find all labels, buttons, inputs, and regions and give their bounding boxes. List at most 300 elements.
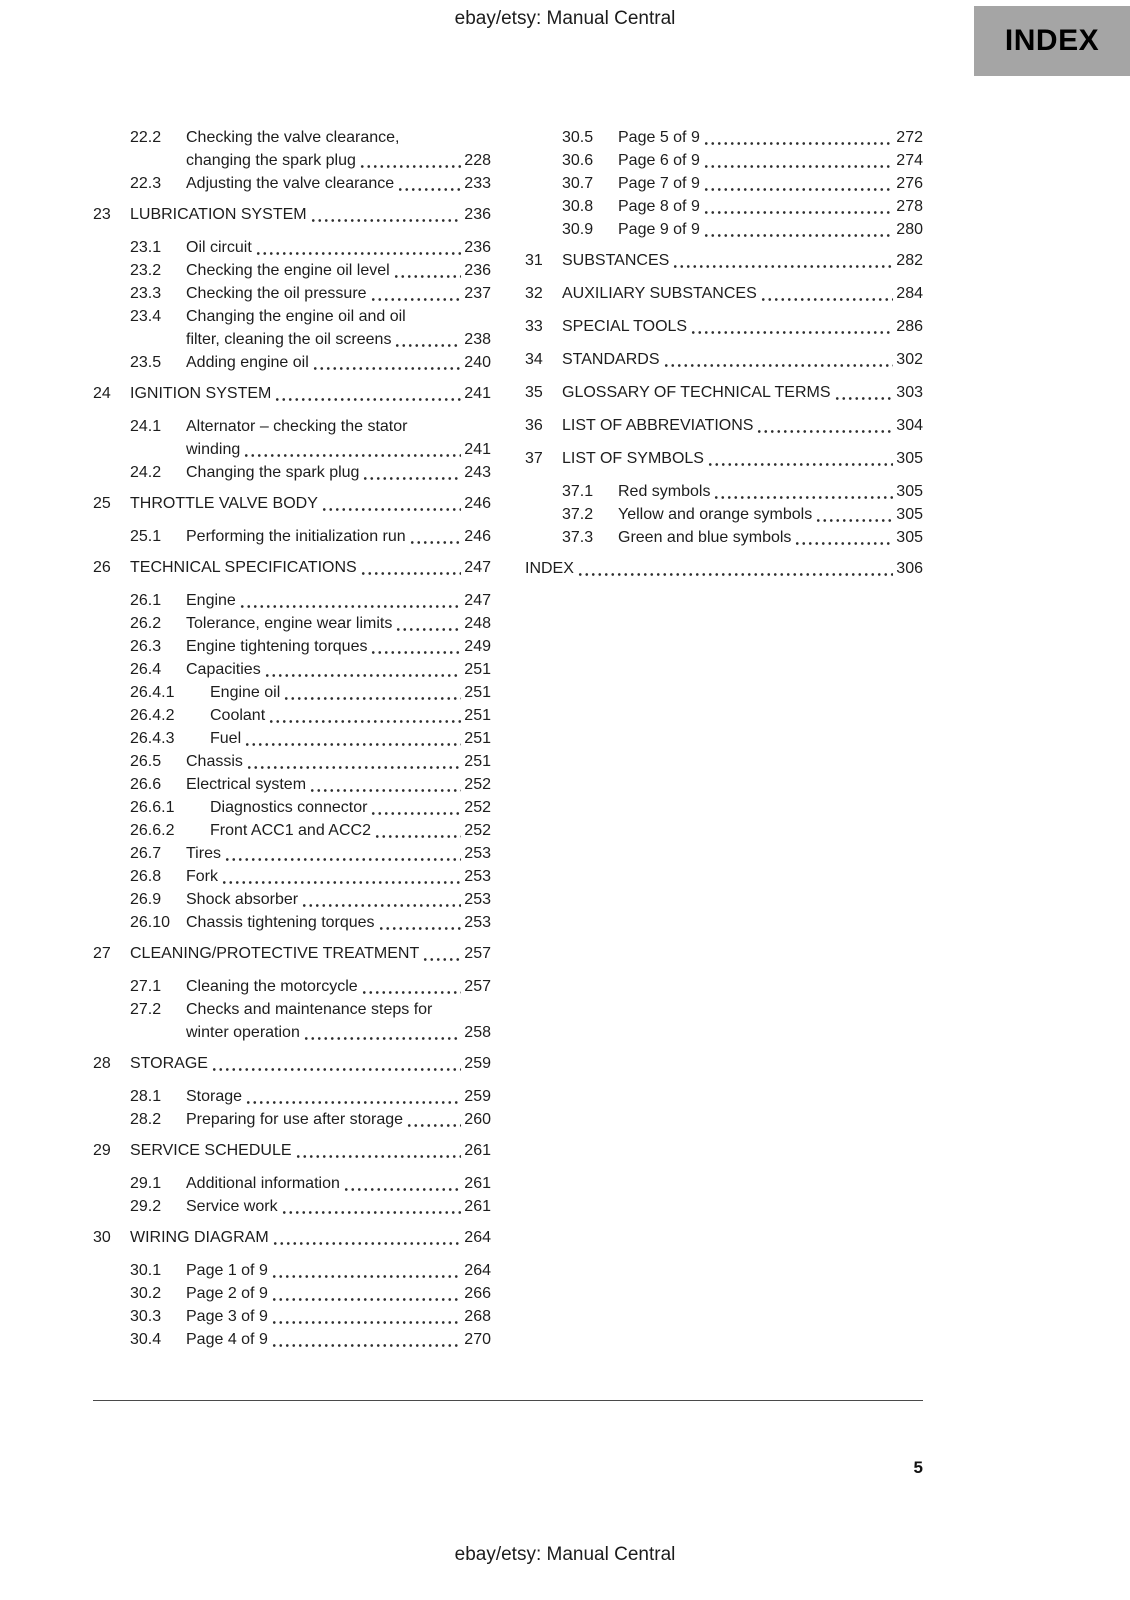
toc-entry-title: IGNITION SYSTEM xyxy=(130,385,272,402)
dot-leader xyxy=(713,496,893,499)
toc-entry-title-line: Checking the valve clearance, xyxy=(186,129,400,146)
dot-leader xyxy=(244,743,461,746)
toc-entry-title: LUBRICATION SYSTEM xyxy=(130,206,307,223)
toc-entry-number: 24.2 xyxy=(130,464,162,481)
toc-entry-content xyxy=(618,172,923,195)
toc-entry-title: CLEANING/PROTECTIVE TREATMENT xyxy=(130,945,420,962)
toc-entry-page: 240 xyxy=(464,354,491,371)
dot-leader xyxy=(672,265,893,268)
toc-entry-page: 252 xyxy=(464,822,491,839)
toc-chapter-entry xyxy=(93,203,491,226)
toc-entry-page: 302 xyxy=(896,351,923,368)
dot-leader xyxy=(271,1275,461,1278)
toc-entry-title: winding xyxy=(186,441,241,458)
toc-entry-last-line xyxy=(618,218,923,241)
toc-entry-last-line xyxy=(186,1108,491,1131)
dot-leader xyxy=(361,991,461,994)
toc-section-entry xyxy=(93,589,491,612)
toc-entry-title: Capacities xyxy=(186,661,261,678)
toc-entry-content xyxy=(562,282,923,305)
toc-entry-title: Shock absorber xyxy=(186,891,299,908)
toc-entry-number: 28 xyxy=(93,1055,111,1072)
toc-entry-page: 261 xyxy=(464,1142,491,1159)
dot-leader xyxy=(394,344,461,347)
dot-leader xyxy=(703,188,893,191)
toc-entry-content xyxy=(618,480,923,503)
dot-leader xyxy=(756,430,893,433)
toc-entry-number: 23.1 xyxy=(130,239,162,256)
toc-entry-number: 25 xyxy=(93,495,111,512)
toc-entry-content xyxy=(186,461,491,484)
toc-entry-last-line xyxy=(130,382,491,405)
toc-section-entry xyxy=(93,819,491,842)
dot-leader xyxy=(422,958,461,961)
toc-chapter-entry xyxy=(525,315,923,338)
toc-entry-last-line xyxy=(562,414,923,437)
toc-entry-last-line xyxy=(562,249,923,272)
dot-leader xyxy=(221,881,461,884)
toc-entry-page: 303 xyxy=(896,384,923,401)
toc-entry-title: Engine xyxy=(186,592,236,609)
dot-leader xyxy=(760,298,893,301)
toc-entry-page: 237 xyxy=(464,285,491,302)
toc-entry-content xyxy=(562,447,923,470)
toc-chapter-entry xyxy=(525,447,923,470)
dot-leader xyxy=(272,1242,461,1245)
toc-entry-content xyxy=(210,681,491,704)
toc-section-entry xyxy=(93,126,491,172)
toc-entry-last-line xyxy=(130,1139,491,1162)
toc-entry-number: 26.4.2 xyxy=(130,707,175,724)
toc-entry-title: Chassis xyxy=(186,753,243,770)
toc-entry-number: 23 xyxy=(93,206,111,223)
toc-entry-page: 251 xyxy=(464,707,491,724)
toc-section-entry xyxy=(525,172,923,195)
toc-entry-last-line xyxy=(186,351,491,374)
toc-entry-title: LIST OF SYMBOLS xyxy=(562,450,704,467)
dot-leader xyxy=(397,188,461,191)
dot-leader xyxy=(274,398,461,401)
toc-entry-title: Additional information xyxy=(186,1175,340,1192)
toc-entry-content xyxy=(562,348,923,371)
toc-entry-content xyxy=(186,865,491,888)
toc-entry-content xyxy=(186,911,491,934)
toc-entry-title: Green and blue symbols xyxy=(618,529,792,546)
toc-entry-content xyxy=(618,218,923,241)
dot-leader xyxy=(362,477,461,480)
toc-entry-last-line xyxy=(186,1085,491,1108)
toc-entry-number: 26.5 xyxy=(130,753,162,770)
toc-entry-last-line xyxy=(186,1328,491,1351)
toc-entry-page: 282 xyxy=(896,252,923,269)
toc-entry-content xyxy=(186,888,491,911)
toc-entry-content xyxy=(186,589,491,612)
toc-entry-title: GLOSSARY OF TECHNICAL TERMS xyxy=(562,384,831,401)
dot-leader xyxy=(224,858,461,861)
toc-entry-title-line: Changing the engine oil and oil xyxy=(186,308,406,325)
toc-entry-number: 31 xyxy=(525,252,543,269)
toc-entry-number: 35 xyxy=(525,384,543,401)
toc-entry-page: 270 xyxy=(464,1331,491,1348)
toc-entry-page: 276 xyxy=(896,175,923,192)
toc-entry-content xyxy=(186,236,491,259)
toc-entry-title: STORAGE xyxy=(130,1055,208,1072)
dot-leader xyxy=(301,904,461,907)
toc-section-entry xyxy=(93,635,491,658)
toc-entry-number: 23.4 xyxy=(130,308,162,325)
toc-entry-page: 259 xyxy=(464,1055,491,1072)
toc-section-entry xyxy=(93,842,491,865)
toc-entry-content xyxy=(130,203,491,226)
toc-entry-page: 246 xyxy=(464,495,491,512)
toc-entry-title: THROTTLE VALVE BODY xyxy=(130,495,318,512)
dot-leader xyxy=(663,364,894,367)
toc-entry-title: Page 6 of 9 xyxy=(618,152,700,169)
toc-entry-content xyxy=(186,1108,491,1131)
toc-entry-number: 26.6 xyxy=(130,776,162,793)
dot-leader xyxy=(303,1037,461,1040)
toc-entry-number: 26.10 xyxy=(130,914,171,931)
toc-entry-number: 29 xyxy=(93,1142,111,1159)
dot-leader xyxy=(370,651,461,654)
toc-entry-page: 257 xyxy=(464,978,491,995)
toc-entry-number: 27.1 xyxy=(130,978,162,995)
toc-column-right xyxy=(525,126,923,1351)
toc-entry-content xyxy=(186,773,491,796)
toc-entry-title: Fuel xyxy=(210,730,242,747)
toc-entry-last-line xyxy=(186,612,491,635)
toc-entry-last-line xyxy=(618,172,923,195)
toc-entry-last-line xyxy=(186,461,491,484)
toc-entry-last-line xyxy=(186,1282,491,1305)
toc-entry-last-line xyxy=(210,704,491,727)
toc-section-entry xyxy=(93,727,491,750)
toc-section-entry xyxy=(93,865,491,888)
toc-entry-content xyxy=(186,126,491,172)
toc-entry-content xyxy=(562,315,923,338)
dot-leader xyxy=(283,697,461,700)
toc-chapter-entry xyxy=(525,348,923,371)
toc-entry-title: Page 2 of 9 xyxy=(186,1285,268,1302)
toc-entry-page: 280 xyxy=(896,221,923,238)
toc-entry-number: 26 xyxy=(93,559,111,576)
toc-entry-content xyxy=(186,750,491,773)
toc-entry-title: winter operation xyxy=(186,1024,300,1041)
toc-entry-content xyxy=(618,526,923,549)
toc-entry-title: Page 5 of 9 xyxy=(618,129,700,146)
toc-entry-last-line xyxy=(186,1021,491,1044)
dot-leader xyxy=(374,835,461,838)
toc-entry-content xyxy=(186,1282,491,1305)
toc-entry-content xyxy=(210,704,491,727)
toc-entry-title: Yellow and orange symbols xyxy=(618,506,813,523)
toc-section-entry xyxy=(525,126,923,149)
toc-entry-number: 37 xyxy=(525,450,543,467)
toc-entry-last-line xyxy=(186,975,491,998)
toc-entry-title: Checking the engine oil level xyxy=(186,262,390,279)
toc-entry-page: 266 xyxy=(464,1285,491,1302)
toc-entry-last-line xyxy=(186,1195,491,1218)
toc-entry-last-line xyxy=(186,888,491,911)
dot-leader xyxy=(264,674,461,677)
dot-leader xyxy=(271,1344,461,1347)
toc-entry-last-line xyxy=(130,1226,491,1249)
dot-leader xyxy=(577,573,893,576)
toc-entry-last-line xyxy=(618,480,923,503)
toc-section-entry xyxy=(93,305,491,351)
toc-entry-content xyxy=(618,149,923,172)
toc-section-entry xyxy=(93,796,491,819)
toc-entry-content xyxy=(186,975,491,998)
dot-leader xyxy=(255,252,461,255)
toc-entry-last-line xyxy=(186,1305,491,1328)
toc-entry-title: Adjusting the valve clearance xyxy=(186,175,395,192)
toc-entry-last-line xyxy=(130,556,491,579)
toc-entry-number: 23.2 xyxy=(130,262,162,279)
toc-entry-content xyxy=(186,658,491,681)
dot-leader xyxy=(703,211,893,214)
toc-section-entry xyxy=(93,1085,491,1108)
toc-entry-page: 264 xyxy=(464,1229,491,1246)
toc-entry-title: Red symbols xyxy=(618,483,711,500)
toc-entry-title: Preparing for use after storage xyxy=(186,1111,404,1128)
toc-entry-last-line xyxy=(618,149,923,172)
toc-entry-last-line xyxy=(210,681,491,704)
toc-entry-title: Tolerance, engine wear limits xyxy=(186,615,393,632)
toc-entry-content xyxy=(186,612,491,635)
toc-entry-last-line xyxy=(186,438,491,461)
toc-entry-content xyxy=(186,282,491,305)
toc-entry-title: Page 8 of 9 xyxy=(618,198,700,215)
toc-entry-last-line xyxy=(186,172,491,195)
toc-entry-number: 30.3 xyxy=(130,1308,162,1325)
toc-entry-last-line xyxy=(210,727,491,750)
toc-entry-content xyxy=(562,414,923,437)
toc-entry-content xyxy=(186,525,491,548)
toc-entry-content xyxy=(186,842,491,865)
toc-section-entry xyxy=(93,681,491,704)
toc-entry-number: 30.4 xyxy=(130,1331,162,1348)
toc-entry-page: 278 xyxy=(896,198,923,215)
toc-entry-title: Cleaning the motorcycle xyxy=(186,978,358,995)
dot-leader xyxy=(246,766,461,769)
toc-entry-content xyxy=(186,1195,491,1218)
toc-entry-last-line xyxy=(186,259,491,282)
toc-entry-number: 37.2 xyxy=(562,506,594,523)
page-number: 5 xyxy=(913,1458,923,1477)
toc-entry-content xyxy=(525,557,923,580)
dot-leader xyxy=(393,275,461,278)
toc-entry-title: changing the spark plug xyxy=(186,152,356,169)
toc-entry-title: Tires xyxy=(186,845,221,862)
toc-chapter-entry xyxy=(93,1226,491,1249)
dot-leader xyxy=(703,142,893,145)
toc-entry-title: filter, cleaning the oil screens xyxy=(186,331,392,348)
toc-entry-page: 260 xyxy=(464,1111,491,1128)
toc-entry-number: 26.4.1 xyxy=(130,684,175,701)
toc-entry-page: 248 xyxy=(464,615,491,632)
toc-section-entry xyxy=(93,1195,491,1218)
toc-section-entry xyxy=(525,526,923,549)
toc-entry-title: Chassis tightening torques xyxy=(186,914,375,931)
dot-leader xyxy=(409,541,461,544)
toc-entry-title: Page 3 of 9 xyxy=(186,1308,268,1325)
toc-entry-number: 24.1 xyxy=(130,418,162,435)
dot-leader xyxy=(360,572,461,575)
toc-entry-number: 23.5 xyxy=(130,354,162,371)
toc-entry-page: 274 xyxy=(896,152,923,169)
toc-entry-content xyxy=(562,249,923,272)
toc-entry-title: Coolant xyxy=(210,707,266,724)
toc-entry-page: 253 xyxy=(464,845,491,862)
toc-section-entry xyxy=(93,415,491,461)
toc-entry-page: 241 xyxy=(464,385,491,402)
toc-entry-title: Front ACC1 and ACC2 xyxy=(210,822,371,839)
toc-entry-last-line xyxy=(186,842,491,865)
dot-leader xyxy=(703,234,893,237)
toc-entry-title: Page 7 of 9 xyxy=(618,175,700,192)
toc-entry-page: 261 xyxy=(464,1175,491,1192)
toc-entry-content xyxy=(186,1328,491,1351)
toc-chapter-entry xyxy=(525,249,923,272)
toc-entry-page: 251 xyxy=(464,730,491,747)
toc-entry-last-line xyxy=(562,447,923,470)
toc-entry-number: 29.2 xyxy=(130,1198,162,1215)
toc-entry-last-line xyxy=(210,796,491,819)
toc-entry-last-line xyxy=(130,942,491,965)
toc-entry-content xyxy=(618,195,923,218)
toc-entry-page: 286 xyxy=(896,318,923,335)
toc-chapter-entry xyxy=(93,1052,491,1075)
toc-entry-last-line xyxy=(130,203,491,226)
toc-entry-page: 305 xyxy=(896,450,923,467)
toc-entry-content xyxy=(210,796,491,819)
toc-entry-last-line xyxy=(186,282,491,305)
toc-entry-number: 32 xyxy=(525,285,543,302)
top-watermark-label: ebay/etsy: Manual Central xyxy=(454,8,676,29)
toc-entry-title: TECHNICAL SPECIFICATIONS xyxy=(130,559,357,576)
toc-entry-title-line: Alternator – checking the stator xyxy=(186,418,408,435)
toc-entry-number: 26.6.1 xyxy=(130,799,175,816)
toc-column-left xyxy=(93,126,491,1351)
toc-entry-title: Page 1 of 9 xyxy=(186,1262,268,1279)
toc-section-entry xyxy=(93,911,491,934)
toc-entry-title: Engine oil xyxy=(210,684,281,701)
toc-entry-page: 252 xyxy=(464,799,491,816)
toc-entry-title: Storage xyxy=(186,1088,243,1105)
toc-entry-number: 26.1 xyxy=(130,592,162,609)
toc-entry-title: Performing the initialization run xyxy=(186,528,406,545)
toc-entry-last-line xyxy=(186,1259,491,1282)
dot-leader xyxy=(815,519,893,522)
toc-entry-content xyxy=(130,492,491,515)
toc-entry-content xyxy=(130,1139,491,1162)
toc-entry-last-line xyxy=(618,526,923,549)
toc-entry-number: 30.2 xyxy=(130,1285,162,1302)
toc-section-entry xyxy=(93,525,491,548)
dot-leader xyxy=(343,1188,461,1191)
toc-entry-page: 243 xyxy=(464,464,491,481)
toc-entry-title: WIRING DIAGRAM xyxy=(130,1229,269,1246)
toc-entry-number: 26.4 xyxy=(130,661,162,678)
toc-section-entry xyxy=(93,282,491,305)
toc-entry-title: Engine tightening torques xyxy=(186,638,368,655)
toc-entry-title: AUXILIARY SUBSTANCES xyxy=(562,285,757,302)
toc-entry-content xyxy=(186,1259,491,1282)
toc-entry-last-line xyxy=(562,282,923,305)
dot-leader xyxy=(703,165,893,168)
toc-entry-page: 236 xyxy=(464,239,491,256)
toc-entry-last-line xyxy=(130,1052,491,1075)
toc-section-entry xyxy=(93,1305,491,1328)
toc-entry-number: 34 xyxy=(525,351,543,368)
toc-entry-number: 30 xyxy=(93,1229,111,1246)
toc-entry-number: 30.7 xyxy=(562,175,594,192)
toc-entry-page: 268 xyxy=(464,1308,491,1325)
dot-leader xyxy=(281,1211,461,1214)
toc-entry-last-line xyxy=(562,381,923,404)
toc-section-entry xyxy=(93,612,491,635)
bottom-watermark-label: ebay/etsy: Manual Central xyxy=(454,1544,676,1565)
dot-leader xyxy=(834,397,893,400)
toc-entry-page: 305 xyxy=(896,529,923,546)
toc-entry-number: 30.6 xyxy=(562,152,594,169)
toc-section-entry xyxy=(525,503,923,526)
table-of-contents xyxy=(93,126,923,1351)
toc-entry-page: 251 xyxy=(464,684,491,701)
toc-section-entry xyxy=(93,1259,491,1282)
dot-leader xyxy=(321,508,461,511)
toc-entry-content xyxy=(130,556,491,579)
toc-entry-number: 33 xyxy=(525,318,543,335)
toc-entry-last-line xyxy=(130,492,491,515)
toc-section-entry xyxy=(93,172,491,195)
toc-section-entry xyxy=(93,888,491,911)
toc-entry-last-line xyxy=(186,911,491,934)
toc-entry-page: 236 xyxy=(464,206,491,223)
toc-section-entry xyxy=(525,480,923,503)
toc-entry-last-line xyxy=(186,635,491,658)
toc-entry-page: 247 xyxy=(464,592,491,609)
toc-section-entry xyxy=(93,704,491,727)
toc-entry-last-line xyxy=(186,1172,491,1195)
dot-leader xyxy=(268,720,461,723)
toc-entry-last-line xyxy=(525,557,923,580)
toc-entry-number: 28.1 xyxy=(130,1088,162,1105)
toc-entry-content xyxy=(130,1052,491,1075)
toc-entry-page: 253 xyxy=(464,914,491,931)
toc-entry-number: 26.4.3 xyxy=(130,730,175,747)
toc-entry-number: 26.6.2 xyxy=(130,822,175,839)
footer-divider xyxy=(93,1400,923,1401)
toc-entry-number: 22.3 xyxy=(130,175,162,192)
toc-section-entry xyxy=(93,1172,491,1195)
dot-leader xyxy=(271,1298,461,1301)
toc-entry-page: 247 xyxy=(464,559,491,576)
toc-entry-number: 30.8 xyxy=(562,198,594,215)
toc-entry-number: 24 xyxy=(93,385,111,402)
toc-entry-page: 253 xyxy=(464,868,491,885)
toc-chapter-entry xyxy=(525,557,923,580)
toc-entry-content xyxy=(618,126,923,149)
toc-section-entry xyxy=(93,259,491,282)
toc-entry-number: 26.9 xyxy=(130,891,162,908)
toc-chapter-entry xyxy=(93,492,491,515)
toc-entry-title: Diagnostics connector xyxy=(210,799,368,816)
toc-entry-title: Adding engine oil xyxy=(186,354,309,371)
toc-entry-title: Electrical system xyxy=(186,776,307,793)
dot-leader xyxy=(690,331,893,334)
